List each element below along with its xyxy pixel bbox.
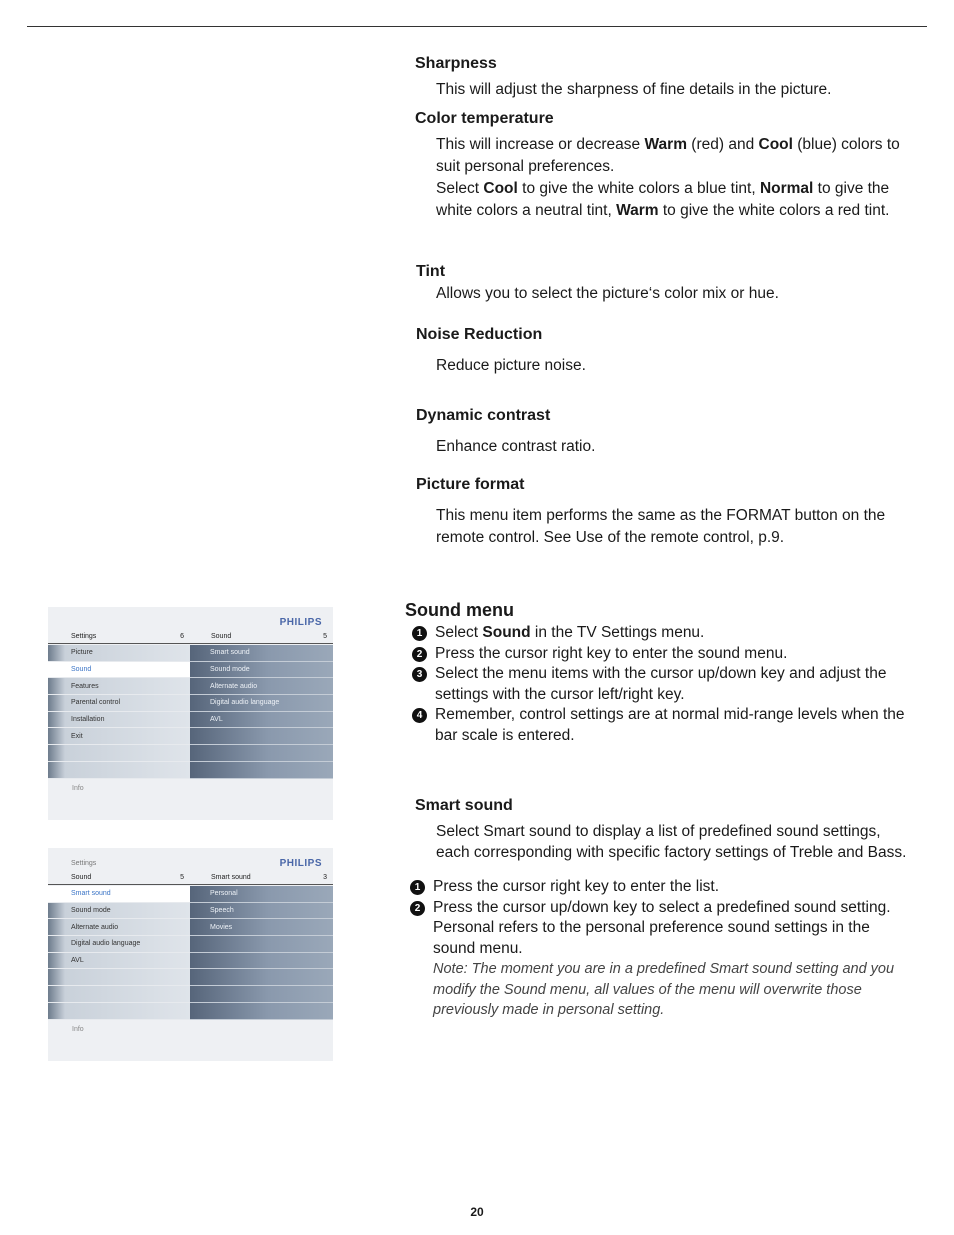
menu-item-selected: Smart sound [48, 886, 190, 903]
submenu-item [190, 936, 333, 953]
sound-step [412, 705, 912, 746]
submenu-item: Sound mode [190, 662, 333, 679]
sound-step [412, 664, 912, 705]
sound-menu-steps [412, 623, 912, 746]
step-text: Select Sound in the TV Settings menu. [435, 624, 705, 641]
menu-left-list [48, 886, 190, 1020]
sharpness-heading: Sharpness [415, 55, 497, 72]
menu-header-label: Sound [71, 874, 92, 881]
step-number-icon: 2 [412, 647, 427, 662]
menu-header-count: 5 [323, 633, 327, 640]
menu-item: Installation [48, 712, 190, 729]
submenu-item: Speech [190, 903, 333, 920]
submenu-item [190, 953, 333, 970]
menu-item: Exit [48, 728, 190, 745]
submenu-item: AVL [190, 712, 333, 729]
menu-header-count: 5 [180, 874, 184, 881]
page-number: 20 [470, 1205, 484, 1219]
menu-item: AVL [48, 953, 190, 970]
menu-item: Sound mode [48, 903, 190, 920]
menu-item [48, 762, 190, 779]
top-rule [27, 26, 927, 27]
smart-sound-intro-line-1: Select Smart sound to display a list of predefined sound settings, [436, 823, 881, 840]
menu-item [48, 1003, 190, 1020]
smart-sound-step [410, 898, 910, 960]
sound-step [412, 644, 912, 665]
menu-header-label: Sound [211, 633, 232, 640]
menu-header-label: Settings [71, 633, 97, 640]
menu-item: Alternate audio [48, 919, 190, 936]
step-number-icon: 1 [410, 880, 425, 895]
step-number-icon: 2 [410, 901, 425, 916]
step-number-icon: 3 [412, 667, 427, 682]
picture-format-text: This menu item performs the same as the FORMAT button on the remote control. See Use of the remote control, p.9. [436, 507, 886, 546]
smart-sound-intro-line-2: each corresponding with specific factory settings of Treble and Bass. [436, 843, 907, 861]
smart-sound-steps [410, 877, 910, 1021]
step-text: Remember, control settings are at normal mid-range levels when the bar scale is entered. [435, 706, 905, 744]
menu-item: Digital audio language [48, 936, 190, 953]
submenu-item: Personal [190, 886, 333, 903]
submenu-item [190, 986, 333, 1003]
color-temperature-heading: Color temperature [415, 110, 554, 127]
menu-left-list [48, 645, 190, 779]
step-number-icon: 1 [412, 626, 427, 641]
step-number-icon: 4 [412, 708, 427, 723]
submenu-item: Alternate audio [190, 678, 333, 695]
submenu-item: Smart sound [190, 645, 333, 662]
smart-sound-intro [436, 822, 916, 863]
sound-step [412, 623, 912, 644]
menu-header-right [190, 871, 333, 885]
dynamic-contrast-text: Enhance contrast ratio. [436, 438, 596, 455]
noise-reduction-heading: Noise Reduction [416, 326, 543, 343]
dynamic-contrast-heading: Dynamic contrast [416, 407, 551, 424]
settings-menu-screenshot [48, 607, 333, 820]
color-temperature-text-1: This will increase or decrease Warm (red) and Cool (blue) colors to suit personal preferences. [436, 136, 900, 175]
step-text: Press the cursor right key to enter the sound menu. [435, 644, 788, 662]
submenu-item [190, 969, 333, 986]
menu-info-label: Info [72, 785, 84, 792]
submenu-item [190, 745, 333, 762]
sound-menu-heading: Sound menu [405, 600, 514, 620]
picture-format-heading: Picture format [416, 476, 525, 493]
menu-item: Picture [48, 645, 190, 662]
philips-logo: PHILIPS [279, 617, 322, 628]
menu-header [48, 630, 333, 644]
menu-item [48, 986, 190, 1003]
noise-reduction-text: Reduce picture noise. [436, 357, 586, 374]
step-text: Press the cursor right key to enter the list. [433, 878, 720, 895]
breadcrumb: Settings [71, 860, 97, 867]
smart-sound-heading: Smart sound [415, 797, 513, 814]
smart-sound-step [410, 877, 910, 898]
menu-right-list [190, 886, 333, 1020]
menu-info-label: Info [72, 1026, 84, 1033]
tint-text: Allows you to select the picture‘s color mix or hue. [436, 285, 779, 302]
tint-heading: Tint [416, 263, 446, 280]
menu-item: Features [48, 678, 190, 695]
smart-sound-note: Note: The moment you are in a predefined Smart sound setting and you modify the Sound menu, all values of the menu will overwrite those previously made in personal setting. [433, 961, 895, 1018]
menu-right-list [190, 645, 333, 779]
menu-item-selected: Sound [48, 662, 190, 679]
sound-menu-screenshot [48, 848, 333, 1061]
submenu-item [190, 728, 333, 745]
philips-logo: PHILIPS [279, 858, 322, 869]
menu-header-left [48, 871, 190, 885]
menu-item: Parental control [48, 695, 190, 712]
menu-item [48, 969, 190, 986]
step-text: Select the menu items with the cursor up/down key and adjust the settings with the cursor left/right key. [435, 665, 887, 703]
menu-item [48, 745, 190, 762]
menu-header-right [190, 630, 333, 644]
submenu-item: Movies [190, 919, 333, 936]
submenu-item [190, 762, 333, 779]
menu-header-count: 6 [180, 633, 184, 640]
menu-header-count: 3 [323, 874, 327, 881]
submenu-item: Digital audio language [190, 695, 333, 712]
menu-header-label: Smart sound [211, 874, 251, 881]
color-temperature-text-2: Select Cool to give the white colors a blue tint, Normal to give the white colors a neutral tint, Warm to give the white colors a red tint. [436, 180, 890, 219]
menu-header-left [48, 630, 190, 644]
menu-header [48, 871, 333, 885]
step-text: Press the cursor up/down key to select a predefined sound setting. Personal refers to the personal preference sound settings in the sound menu. [433, 898, 891, 957]
submenu-item [190, 1003, 333, 1020]
sharpness-text: This will adjust the sharpness of fine details in the picture. [436, 81, 832, 98]
